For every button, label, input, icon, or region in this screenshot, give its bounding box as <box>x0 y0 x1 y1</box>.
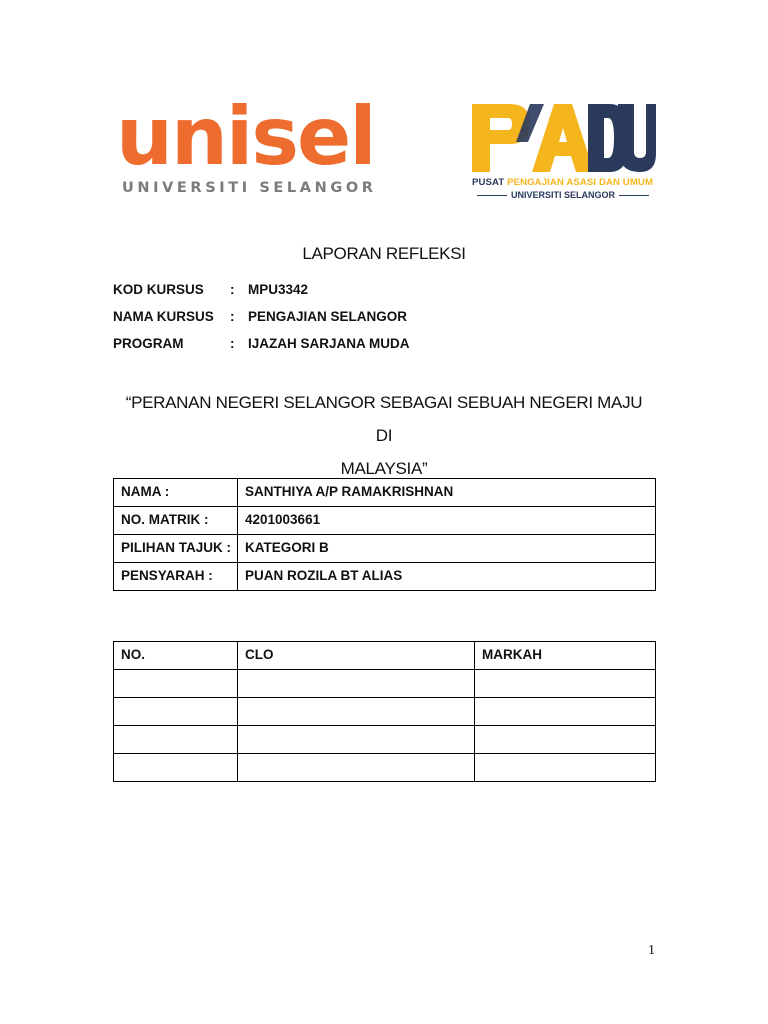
course-info-row <box>113 280 410 307</box>
student-info-label: PENSYARAH : <box>114 563 238 591</box>
clo-table <box>113 641 656 782</box>
table-cell <box>238 754 475 782</box>
table-cell <box>475 754 656 782</box>
report-topic <box>120 386 648 485</box>
course-info-value: MPU3342 <box>248 282 309 297</box>
table-cell <box>475 670 656 698</box>
course-info-row <box>113 307 410 334</box>
report-topic-line2: MALAYSIA” <box>340 459 428 478</box>
table-row <box>114 726 656 754</box>
student-info-label: PILIHAN TAJUK : <box>114 535 238 563</box>
clo-header-markah: MARKAH <box>475 642 656 670</box>
student-info-label: NO. MATRIK : <box>114 507 238 535</box>
course-info-label: PROGRAM <box>113 336 184 351</box>
course-info <box>113 280 410 361</box>
course-info-separator: : <box>230 282 235 297</box>
table-row <box>114 535 656 563</box>
table-row <box>114 754 656 782</box>
course-info-separator: : <box>230 336 235 351</box>
course-info-value: IJAZAH SARJANA MUDA <box>248 336 410 351</box>
padu-logo-line1: PUSAT PENGAJIAN ASASI DAN UMUM <box>472 177 654 188</box>
table-cell <box>238 698 475 726</box>
table-row <box>114 563 656 591</box>
course-info-label: KOD KURSUS <box>113 282 204 297</box>
course-info-row <box>113 334 410 361</box>
padu-logo-icon <box>470 102 656 174</box>
report-topic-line1: “PERANAN NEGERI SELANGOR SEBAGAI SEBUAH NEGERI MAJU DI <box>125 393 643 445</box>
student-info-value: SANTHIYA A/P RAMAKRISHNAN <box>238 479 656 507</box>
unisel-logo-wordmark: unisel <box>116 90 375 183</box>
clo-header-no: NO. <box>114 642 238 670</box>
table-cell <box>114 726 238 754</box>
table-cell <box>475 726 656 754</box>
table-row <box>114 670 656 698</box>
student-info-table <box>113 478 656 591</box>
table-cell <box>238 726 475 754</box>
padu-logo-line2: UNIVERSITI SELANGOR <box>472 190 654 200</box>
table-row <box>114 507 656 535</box>
table-row <box>114 698 656 726</box>
table-cell <box>114 698 238 726</box>
table-cell <box>114 670 238 698</box>
table-cell <box>238 670 475 698</box>
student-info-label: NAMA : <box>114 479 238 507</box>
clo-header-clo: CLO <box>238 642 475 670</box>
table-header-row <box>114 642 656 670</box>
student-info-value: PUAN ROZILA BT ALIAS <box>238 563 656 591</box>
course-info-separator: : <box>230 309 235 324</box>
course-info-value: PENGAJIAN SELANGOR <box>248 309 408 324</box>
report-title: LAPORAN REFLEKSI <box>302 244 466 263</box>
table-row <box>114 479 656 507</box>
unisel-logo-subtitle: UNIVERSITI SELANGOR <box>122 180 377 196</box>
table-cell <box>475 698 656 726</box>
table-cell <box>114 754 238 782</box>
student-info-value: 4201003661 <box>238 507 656 535</box>
student-info-value: KATEGORI B <box>238 535 656 563</box>
course-info-label: NAMA KURSUS <box>113 309 214 324</box>
page-number: 1 <box>648 943 655 958</box>
